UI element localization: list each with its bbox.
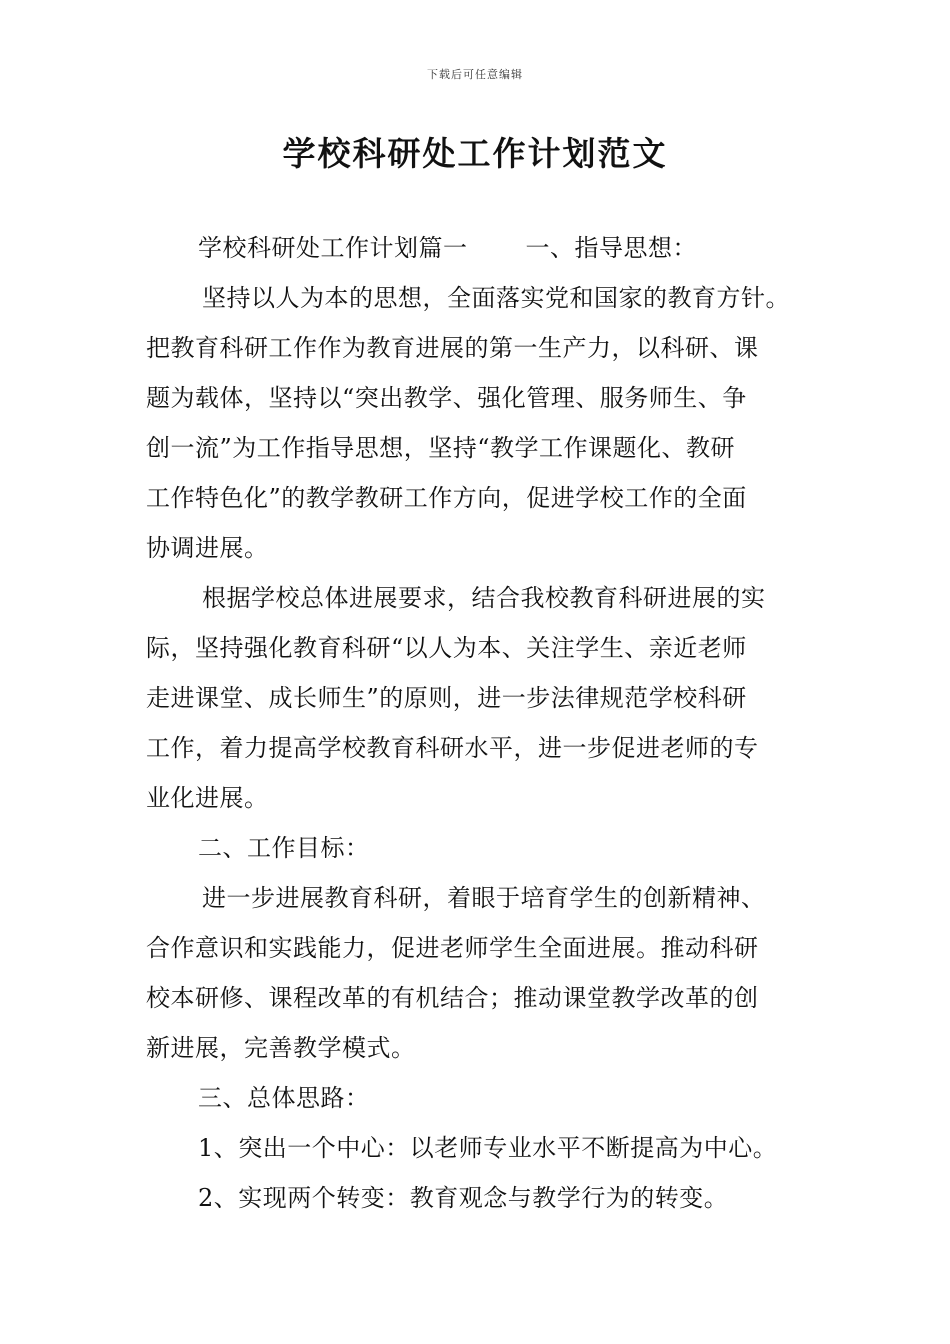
paragraph-line: 把教育科研工作作为教育进展的第一生产力，以科研、课 [146,334,759,362]
paragraph-line: 创一流”为工作指导思想，坚持“教学工作课题化、教研 [146,434,736,462]
paragraph-line: 新进展，完善教学模式。 [146,1034,416,1062]
paragraph-line: 坚持以人为本的思想，全面落实党和国家的教育方针。 [202,284,790,312]
paragraph-line: 业化进展。 [146,784,269,812]
paragraph-line: 进一步进展教育科研，着眼于培育学生的创新精神、 [202,884,766,912]
paragraph-line: 工作，着力提高学校教育科研水平，进一步促进老师的专 [146,734,759,762]
section-heading-right: 一、指导思想： [525,234,697,262]
section-heading: 三、总体思路： [198,1084,370,1112]
paragraph-line: 工作特色化”的教学教研工作方向，促进学校工作的全面 [146,484,747,512]
document-body [146,223,826,1223]
paragraph-line: 题为载体，坚持以“突出教学、强化管理、服务师生、争 [146,384,747,412]
paragraph-line: 校本研修、课程改革的有机结合；推动课堂教学改革的创 [146,984,759,1012]
paragraph-line: 际，坚持强化教育科研“以人为本、关注学生、亲近老师 [146,634,747,662]
paragraph-line: 根据学校总体进展要求，结合我校教育科研进展的实 [202,584,766,612]
section-heading-left: 学校科研处工作计划篇一 [198,234,468,262]
list-item: 1、突出一个中心：以老师专业水平不断提高为中心。 [198,1134,778,1162]
document-title: 学校科研处工作计划范文 [282,134,668,173]
header-note: 下载后可任意编辑 [427,68,523,81]
paragraph-line: 合作意识和实践能力，促进老师学生全面进展。推动科研 [146,934,759,962]
list-item: 2、实现两个转变：教育观念与教学行为的转变。 [198,1184,729,1212]
section-heading: 二、工作目标： [198,834,370,862]
paragraph-line: 走进课堂、成长师生”的原则，进一步法律规范学校科研 [146,684,747,712]
section-heading-line [146,223,826,273]
paragraph-line: 协调进展。 [146,534,269,562]
